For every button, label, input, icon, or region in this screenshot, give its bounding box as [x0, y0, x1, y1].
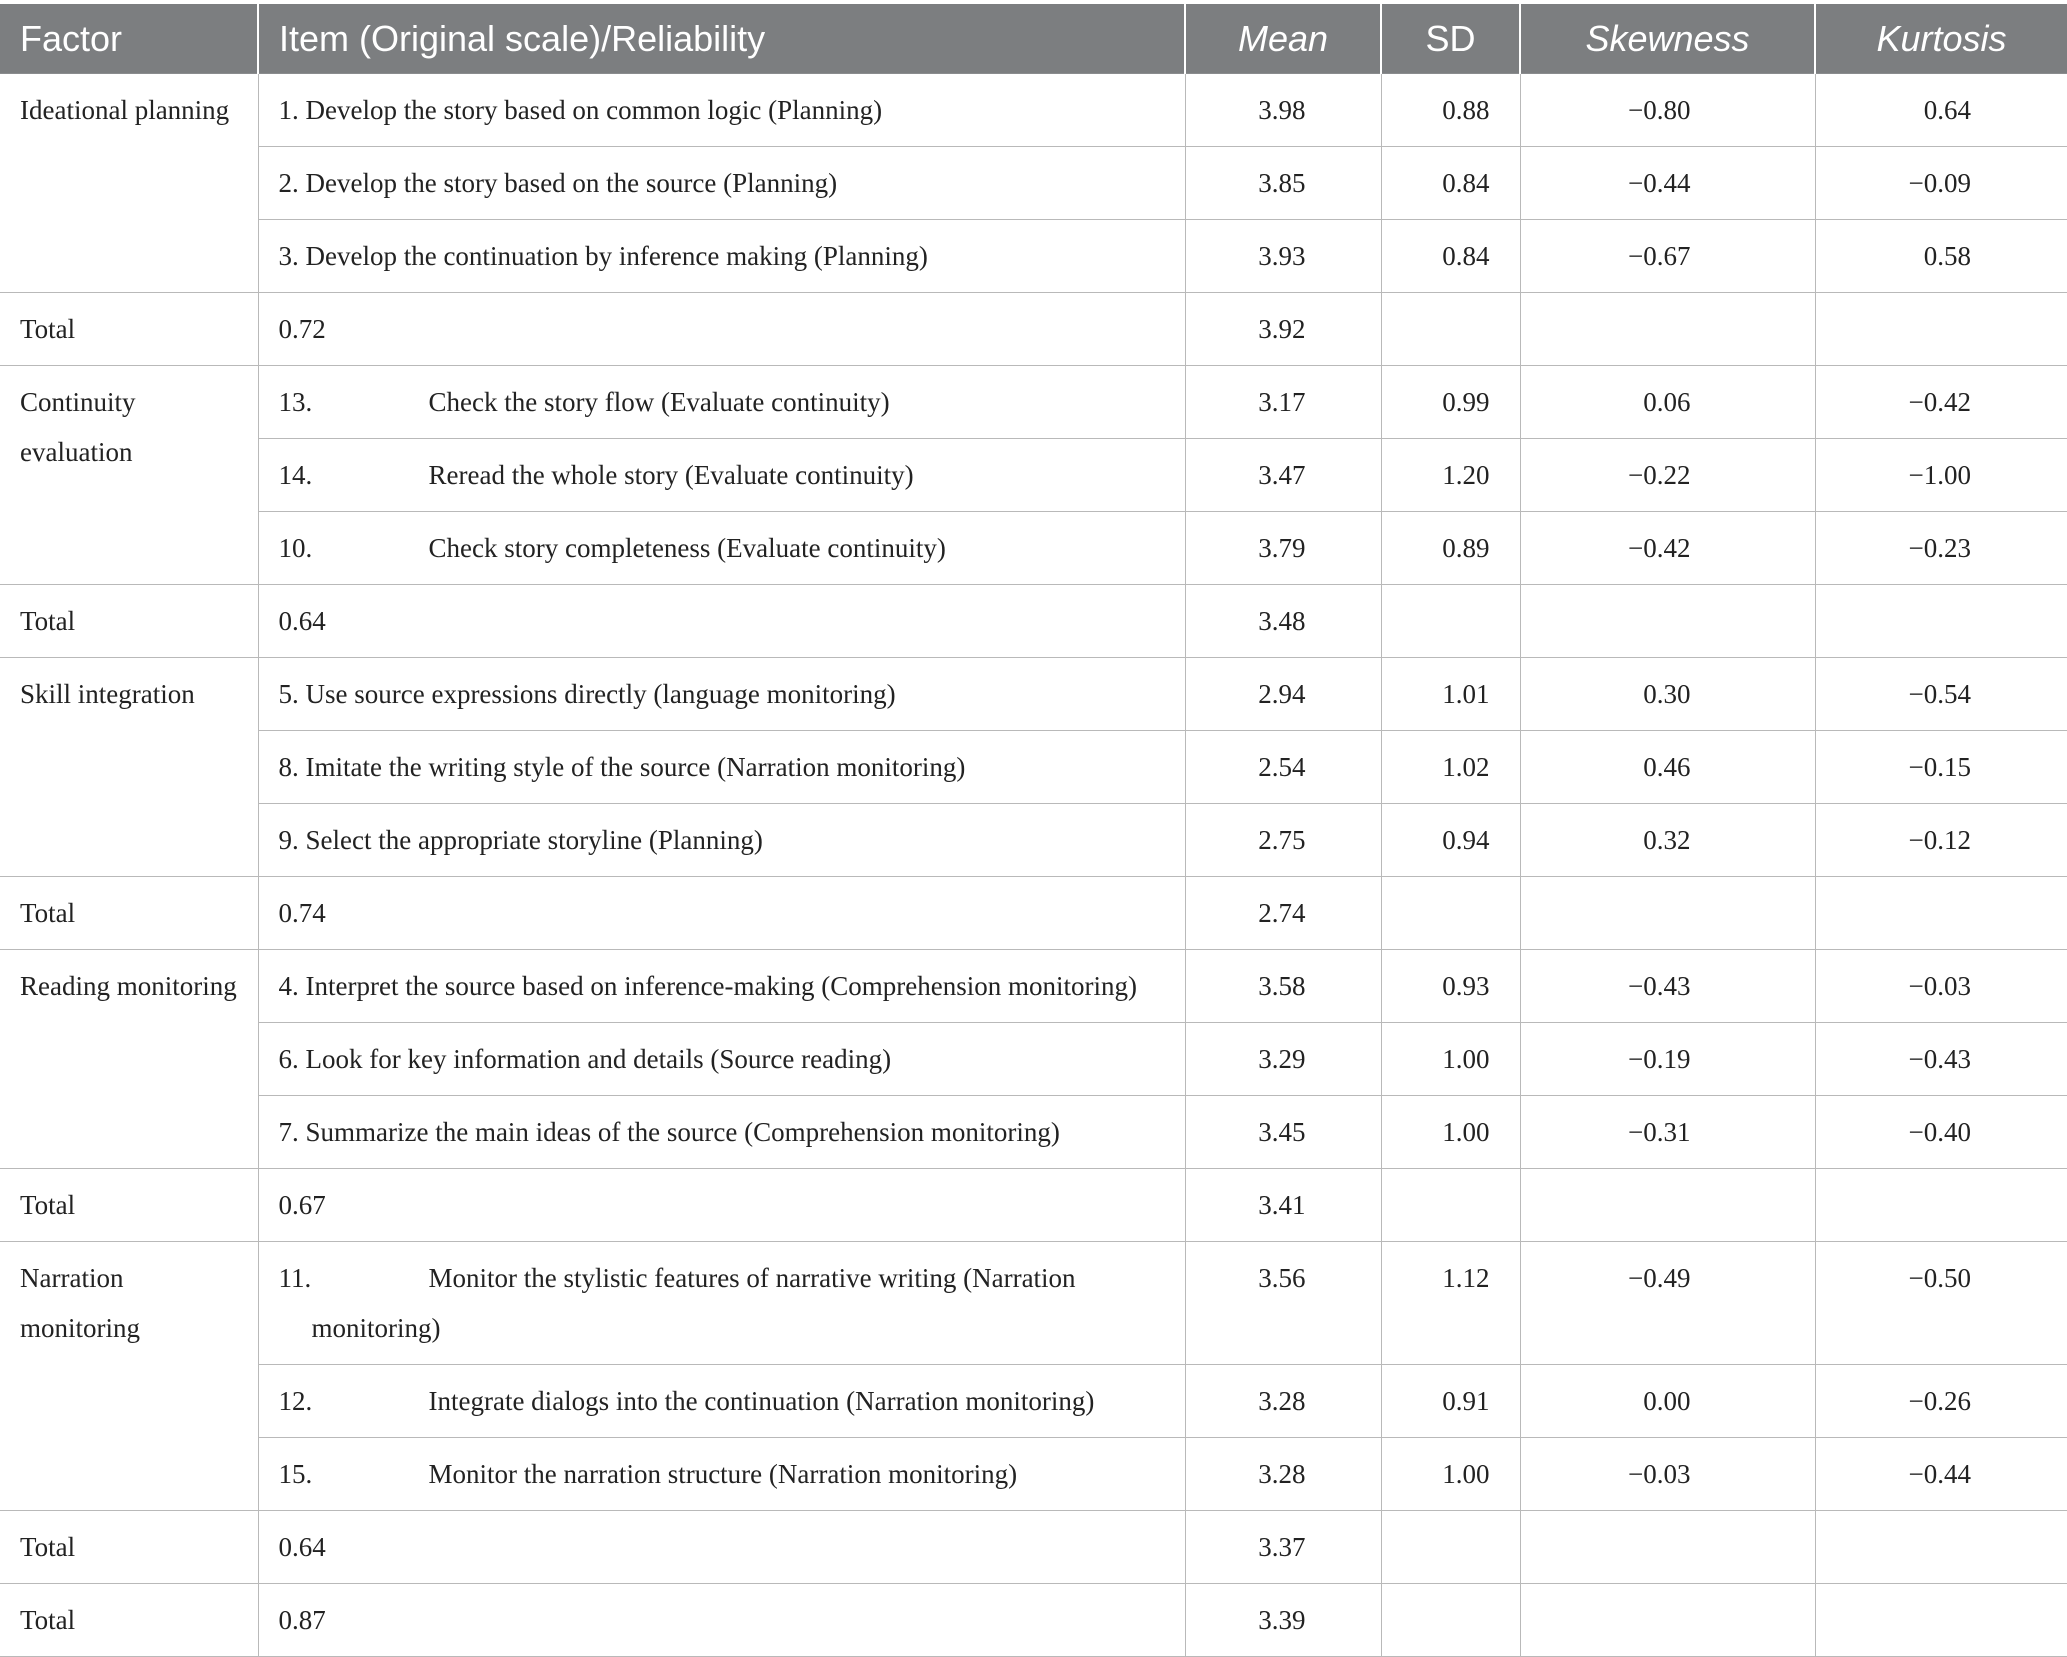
total-label: Total [0, 293, 258, 366]
table-row [0, 220, 2067, 293]
item-description: Summarize the main ideas of the source (Comprehension monitoring) [305, 1117, 1060, 1147]
mean-cell: 3.47 [1185, 439, 1381, 512]
kurtosis-cell: 0.58 [1815, 220, 2067, 293]
skewness-cell: −0.43 [1520, 950, 1815, 1023]
item-description: Reread the whole story (Evaluate continuity) [428, 460, 914, 490]
kurtosis-cell: −0.42 [1815, 366, 2067, 439]
total-row [0, 1511, 2067, 1584]
item-description: Develop the continuation by inference making (Planning) [305, 241, 928, 271]
sd-cell: 0.84 [1381, 220, 1520, 293]
empty-cell [1381, 585, 1520, 658]
total-mean: 3.37 [1185, 1511, 1381, 1584]
table-row [0, 1096, 2067, 1169]
item-label [279, 1449, 1165, 1499]
factor-cell: Skill integration [0, 658, 258, 877]
item-label [279, 669, 1165, 719]
sd-cell: 0.91 [1381, 1365, 1520, 1438]
item-description: Monitor the narration structure (Narration monitoring) [428, 1459, 1018, 1489]
factor-cell: Ideational planning [0, 74, 258, 293]
item-description: Check story completeness (Evaluate continuity) [428, 533, 946, 563]
kurtosis-cell: −0.44 [1815, 1438, 2067, 1511]
sd-cell: 0.94 [1381, 804, 1520, 877]
kurtosis-cell: 0.64 [1815, 74, 2067, 147]
mean-cell: 3.58 [1185, 950, 1381, 1023]
skewness-cell: 0.30 [1520, 658, 1815, 731]
empty-cell [1381, 1511, 1520, 1584]
skewness-cell: −0.49 [1520, 1242, 1815, 1365]
total-mean: 3.48 [1185, 585, 1381, 658]
item-cell [258, 220, 1185, 293]
table-row [0, 512, 2067, 585]
table-row [0, 439, 2067, 512]
table-body [0, 74, 2067, 1657]
table-row [0, 950, 2067, 1023]
mean-cell: 3.17 [1185, 366, 1381, 439]
total-reliability: 0.64 [258, 585, 1185, 658]
empty-cell [1815, 877, 2067, 950]
item-number: 3. [278, 241, 299, 271]
table-row [0, 658, 2067, 731]
kurtosis-cell: −0.03 [1815, 950, 2067, 1023]
grand-total-row [0, 1584, 2067, 1657]
skewness-cell: −0.22 [1520, 439, 1815, 512]
skewness-cell: −0.31 [1520, 1096, 1815, 1169]
kurtosis-cell: −0.09 [1815, 147, 2067, 220]
item-number: 9. [278, 825, 299, 855]
item-cell [258, 1096, 1185, 1169]
item-description: Develop the story based on common logic (Planning) [305, 95, 883, 125]
skewness-cell: 0.46 [1520, 731, 1815, 804]
skewness-cell: −0.03 [1520, 1438, 1815, 1511]
mean-cell: 2.54 [1185, 731, 1381, 804]
item-label [279, 450, 1165, 500]
sd-cell: 1.20 [1381, 439, 1520, 512]
item-number: 11. [278, 1263, 312, 1293]
total-row [0, 585, 2067, 658]
empty-cell [1815, 1511, 2067, 1584]
item-number: 5. [278, 679, 299, 709]
item-cell [258, 439, 1185, 512]
item-description: Integrate dialogs into the continuation (Narration monitoring) [428, 1386, 1095, 1416]
item-cell [258, 950, 1185, 1023]
skewness-cell: 0.06 [1520, 366, 1815, 439]
item-cell [258, 366, 1185, 439]
mean-cell: 3.85 [1185, 147, 1381, 220]
item-label [279, 231, 1165, 281]
header-skewness: Skewness [1520, 4, 1815, 74]
total-row [0, 877, 2067, 950]
sd-cell: 1.00 [1381, 1438, 1520, 1511]
item-cell [258, 74, 1185, 147]
item-number: 13. [278, 387, 313, 417]
sd-cell: 0.99 [1381, 366, 1520, 439]
mean-cell: 3.45 [1185, 1096, 1381, 1169]
item-number: 1. [278, 95, 299, 125]
item-description: Select the appropriate storyline (Planning) [305, 825, 763, 855]
grand-total-reliability: 0.87 [258, 1584, 1185, 1657]
total-reliability: 0.72 [258, 293, 1185, 366]
empty-cell [1815, 585, 2067, 658]
header-factor: Factor [0, 4, 258, 74]
total-reliability: 0.64 [258, 1511, 1185, 1584]
item-cell [258, 147, 1185, 220]
item-cell [258, 1365, 1185, 1438]
total-mean: 2.74 [1185, 877, 1381, 950]
skewness-cell: −0.19 [1520, 1023, 1815, 1096]
item-description: Interpret the source based on inference-making (Comprehension monitoring) [305, 971, 1137, 1001]
empty-cell [1815, 1584, 2067, 1657]
sd-cell: 0.89 [1381, 512, 1520, 585]
item-label [279, 1253, 1165, 1353]
grand-total-mean: 3.39 [1185, 1584, 1381, 1657]
header-mean: Mean [1185, 4, 1381, 74]
item-cell [258, 1242, 1185, 1365]
item-cell [258, 731, 1185, 804]
total-label: Total [0, 1169, 258, 1242]
mean-cell: 3.93 [1185, 220, 1381, 293]
table-row [0, 147, 2067, 220]
total-label: Total [0, 1511, 258, 1584]
item-number: 12. [278, 1386, 313, 1416]
kurtosis-cell: −0.40 [1815, 1096, 2067, 1169]
item-description: Imitate the writing style of the source (Narration monitoring) [305, 752, 966, 782]
table-row [0, 1438, 2067, 1511]
item-cell [258, 804, 1185, 877]
item-description: Use source expressions directly (language monitoring) [305, 679, 896, 709]
grand-total-label: Total [0, 1584, 258, 1657]
statistics-table [0, 4, 2067, 1657]
item-cell [258, 512, 1185, 585]
item-label [279, 961, 1165, 1011]
item-label [279, 1034, 1165, 1084]
header-row [0, 4, 2067, 74]
mean-cell: 2.94 [1185, 658, 1381, 731]
item-description: Develop the story based on the source (Planning) [305, 168, 838, 198]
header-item: Item (Original scale)/Reliability [258, 4, 1185, 74]
total-label: Total [0, 585, 258, 658]
item-cell [258, 1023, 1185, 1096]
skewness-cell: −0.67 [1520, 220, 1815, 293]
kurtosis-cell: −0.15 [1815, 731, 2067, 804]
empty-cell [1520, 585, 1815, 658]
total-row [0, 1169, 2067, 1242]
sd-cell: 0.84 [1381, 147, 1520, 220]
item-label [279, 85, 1165, 135]
item-number: 4. [278, 971, 299, 1001]
mean-cell: 2.75 [1185, 804, 1381, 877]
item-description: Look for key information and details (Source reading) [305, 1044, 892, 1074]
empty-cell [1520, 293, 1815, 366]
skewness-cell: −0.80 [1520, 74, 1815, 147]
kurtosis-cell: −0.54 [1815, 658, 2067, 731]
item-label [279, 377, 1165, 427]
sd-cell: 1.12 [1381, 1242, 1520, 1365]
mean-cell: 3.56 [1185, 1242, 1381, 1365]
table-row [0, 1023, 2067, 1096]
total-label: Total [0, 877, 258, 950]
item-number: 6. [278, 1044, 299, 1074]
kurtosis-cell: −0.43 [1815, 1023, 2067, 1096]
empty-cell [1381, 1169, 1520, 1242]
mean-cell: 3.28 [1185, 1365, 1381, 1438]
mean-cell: 3.79 [1185, 512, 1381, 585]
factor-cell: Reading monitoring [0, 950, 258, 1169]
kurtosis-cell: −1.00 [1815, 439, 2067, 512]
sd-cell: 0.93 [1381, 950, 1520, 1023]
table-row [0, 731, 2067, 804]
total-mean: 3.41 [1185, 1169, 1381, 1242]
total-reliability: 0.67 [258, 1169, 1185, 1242]
header-kurtosis: Kurtosis [1815, 4, 2067, 74]
item-number: 8. [278, 752, 299, 782]
sd-cell: 1.01 [1381, 658, 1520, 731]
item-number: 14. [278, 460, 313, 490]
total-mean: 3.92 [1185, 293, 1381, 366]
factor-cell: Narration monitoring [0, 1242, 258, 1511]
table-row [0, 1242, 2067, 1365]
mean-cell: 3.28 [1185, 1438, 1381, 1511]
skewness-cell: 0.00 [1520, 1365, 1815, 1438]
empty-cell [1520, 877, 1815, 950]
mean-cell: 3.98 [1185, 74, 1381, 147]
header-sd: SD [1381, 4, 1520, 74]
sd-cell: 0.88 [1381, 74, 1520, 147]
table-row [0, 1365, 2067, 1438]
table-header [0, 4, 2067, 74]
total-row [0, 293, 2067, 366]
empty-cell [1381, 1584, 1520, 1657]
empty-cell [1815, 1169, 2067, 1242]
item-label [279, 742, 1165, 792]
item-number: 10. [278, 533, 313, 563]
skewness-cell: 0.32 [1520, 804, 1815, 877]
table-row [0, 804, 2067, 877]
item-number: 15. [278, 1459, 313, 1489]
kurtosis-cell: −0.23 [1815, 512, 2067, 585]
sd-cell: 1.02 [1381, 731, 1520, 804]
total-reliability: 0.74 [258, 877, 1185, 950]
item-label [279, 158, 1165, 208]
skewness-cell: −0.42 [1520, 512, 1815, 585]
factor-cell: Continuity evaluation [0, 366, 258, 585]
empty-cell [1381, 293, 1520, 366]
table-row [0, 366, 2067, 439]
mean-cell: 3.29 [1185, 1023, 1381, 1096]
item-cell [258, 1438, 1185, 1511]
kurtosis-cell: −0.26 [1815, 1365, 2067, 1438]
sd-cell: 1.00 [1381, 1023, 1520, 1096]
item-description: Monitor the stylistic features of narrative writing (Narration monitoring) [311, 1263, 1076, 1343]
item-number: 2. [278, 168, 299, 198]
item-label [279, 1107, 1165, 1157]
item-description: Check the story flow (Evaluate continuity) [428, 387, 890, 417]
item-number: 7. [278, 1117, 299, 1147]
empty-cell [1520, 1169, 1815, 1242]
empty-cell [1381, 877, 1520, 950]
empty-cell [1520, 1511, 1815, 1584]
item-label [279, 523, 1165, 573]
item-label [279, 1376, 1165, 1426]
table-row [0, 74, 2067, 147]
empty-cell [1520, 1584, 1815, 1657]
empty-cell [1815, 293, 2067, 366]
skewness-cell: −0.44 [1520, 147, 1815, 220]
item-cell [258, 658, 1185, 731]
kurtosis-cell: −0.50 [1815, 1242, 2067, 1365]
kurtosis-cell: −0.12 [1815, 804, 2067, 877]
item-label [279, 815, 1165, 865]
sd-cell: 1.00 [1381, 1096, 1520, 1169]
